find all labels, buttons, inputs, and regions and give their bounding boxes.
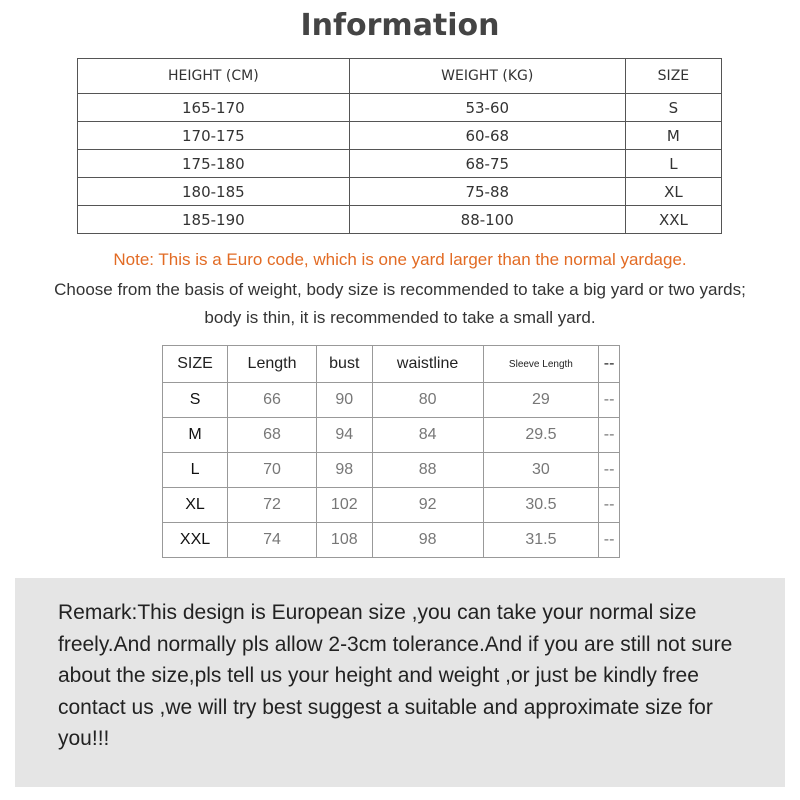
table-row xyxy=(78,178,722,206)
cell-waistline: 98 xyxy=(372,523,483,558)
table-row xyxy=(78,206,722,234)
cell-empty: -- xyxy=(599,523,620,558)
cell-weight: 88-100 xyxy=(349,206,625,234)
cell-empty: -- xyxy=(599,453,620,488)
cell-waistline: 80 xyxy=(372,383,483,418)
header-size: SIZE xyxy=(163,346,228,383)
height-weight-size-table xyxy=(77,58,722,234)
header-size: SIZE xyxy=(625,59,721,94)
cell-size: S xyxy=(163,383,228,418)
cell-waistline: 92 xyxy=(372,488,483,523)
cell-length: 74 xyxy=(228,523,317,558)
cell-empty: -- xyxy=(599,488,620,523)
cell-bust: 98 xyxy=(316,453,372,488)
header-sleeve-length: Sleeve Length xyxy=(483,346,599,383)
cell-sleeve-length: 30.5 xyxy=(483,488,599,523)
cell-weight: 75-88 xyxy=(349,178,625,206)
header-empty: -- xyxy=(599,346,620,383)
cell-weight: 60-68 xyxy=(349,122,625,150)
remark-text: Remark:This design is European size ,you can take your normal size freely.And normally pls allow 2-3cm tolerance.And if you are still not sure about the size,pls tell us your height and weight ,or just be kindly free contact us ,we will try best suggest a suitable and approximate size for you!!! xyxy=(58,601,733,750)
cell-sleeve-length: 29 xyxy=(483,383,599,418)
cell-bust: 90 xyxy=(316,383,372,418)
cell-size: S xyxy=(625,94,721,122)
size-recommendation-text: Choose from the basis of weight, body size is recommended to take a big yard or two yards; body is thin, it is recommended to take a small yard. xyxy=(54,280,746,327)
header-height: HEIGHT (CM) xyxy=(78,59,350,94)
cell-size: XL xyxy=(625,178,721,206)
table-row xyxy=(78,150,722,178)
cell-height: 165-170 xyxy=(78,94,350,122)
cell-bust: 102 xyxy=(316,488,372,523)
cell-empty: -- xyxy=(599,383,620,418)
cell-size: L xyxy=(163,453,228,488)
table-row xyxy=(163,383,620,418)
cell-empty: -- xyxy=(599,418,620,453)
cell-length: 70 xyxy=(228,453,317,488)
cell-size: XXL xyxy=(163,523,228,558)
cell-sleeve-length: 31.5 xyxy=(483,523,599,558)
cell-height: 175-180 xyxy=(78,150,350,178)
cell-weight: 53-60 xyxy=(349,94,625,122)
page-title: Information xyxy=(300,8,500,43)
cell-size: XL xyxy=(163,488,228,523)
table-row xyxy=(163,523,620,558)
table-row xyxy=(163,418,620,453)
cell-size: L xyxy=(625,150,721,178)
cell-size: M xyxy=(163,418,228,453)
cell-waistline: 84 xyxy=(372,418,483,453)
cell-bust: 108 xyxy=(316,523,372,558)
table-row xyxy=(163,453,620,488)
cell-height: 170-175 xyxy=(78,122,350,150)
cell-length: 72 xyxy=(228,488,317,523)
cell-length: 68 xyxy=(228,418,317,453)
table-header-row xyxy=(163,346,620,383)
table-header-row xyxy=(78,59,722,94)
cell-sleeve-length: 30 xyxy=(483,453,599,488)
header-length: Length xyxy=(228,346,317,383)
cell-sleeve-length: 29.5 xyxy=(483,418,599,453)
table-row xyxy=(163,488,620,523)
cell-height: 180-185 xyxy=(78,178,350,206)
header-waistline: waistline xyxy=(372,346,483,383)
cell-bust: 94 xyxy=(316,418,372,453)
header-bust: bust xyxy=(316,346,372,383)
euro-code-note: Note: This is a Euro code, which is one yard larger than the normal yardage. xyxy=(113,250,687,269)
remark-box xyxy=(15,578,785,787)
header-weight: WEIGHT (KG) xyxy=(349,59,625,94)
measurement-table xyxy=(162,345,620,558)
cell-waistline: 88 xyxy=(372,453,483,488)
cell-length: 66 xyxy=(228,383,317,418)
cell-size: M xyxy=(625,122,721,150)
cell-weight: 68-75 xyxy=(349,150,625,178)
cell-height: 185-190 xyxy=(78,206,350,234)
table-row xyxy=(78,122,722,150)
table-row xyxy=(78,94,722,122)
cell-size: XXL xyxy=(625,206,721,234)
